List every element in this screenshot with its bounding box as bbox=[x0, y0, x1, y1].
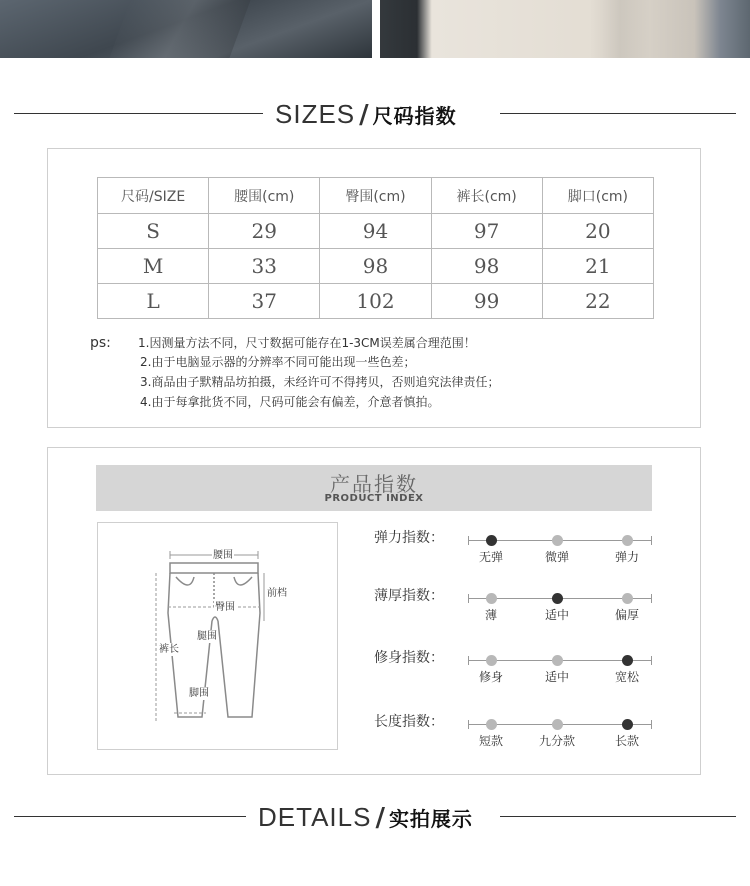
index-dot bbox=[552, 593, 563, 604]
table-row bbox=[98, 214, 654, 249]
sizes-title-cn: 尺码指数 bbox=[372, 104, 457, 128]
label-front-rise: 前档 bbox=[267, 588, 287, 599]
cell-hem: 20 bbox=[542, 214, 653, 249]
index-label: 弹力指数： bbox=[374, 530, 444, 546]
index-dot bbox=[622, 535, 633, 546]
details-title-cn: 实拍展示 bbox=[388, 807, 473, 831]
index-option: 短款 bbox=[478, 734, 503, 748]
index-dot bbox=[622, 655, 633, 666]
note-item: 3.商品由子默精品坊拍摄，未经许可不得拷贝，否则追究法律责任； bbox=[140, 375, 500, 389]
index-dot bbox=[486, 593, 497, 604]
index-dot bbox=[552, 655, 563, 666]
index-length bbox=[374, 714, 654, 760]
product-index-title-cn: 产品指数 bbox=[330, 472, 418, 496]
header-size: 尺码/SIZE bbox=[98, 178, 209, 214]
index-label: 长度指数： bbox=[374, 714, 444, 730]
cell-size: L bbox=[98, 284, 209, 319]
table-row bbox=[98, 249, 654, 284]
index-option: 微弹 bbox=[544, 550, 569, 564]
index-scale bbox=[468, 594, 652, 622]
index-option: 宽松 bbox=[614, 670, 639, 684]
index-dot bbox=[622, 719, 633, 730]
cell-size: M bbox=[98, 249, 209, 284]
index-scale bbox=[468, 656, 652, 684]
header-hip: 臀围(cm) bbox=[320, 178, 431, 214]
note-item: 4.由于每拿批货不同，尺码可能会有偏差，介意者慎拍。 bbox=[140, 395, 440, 409]
cell-hip: 94 bbox=[320, 214, 431, 249]
product-photo-dark-pants bbox=[0, 0, 372, 58]
index-label: 薄厚指数： bbox=[374, 588, 444, 604]
index-scale bbox=[468, 720, 652, 748]
cell-length: 99 bbox=[431, 284, 542, 319]
index-elasticity bbox=[374, 530, 654, 576]
header-length: 裤长(cm) bbox=[431, 178, 542, 214]
index-fit bbox=[374, 650, 654, 696]
cell-hem: 22 bbox=[542, 284, 653, 319]
table-row bbox=[98, 284, 654, 319]
index-option: 弹力 bbox=[614, 550, 639, 564]
cell-hip: 98 bbox=[320, 249, 431, 284]
cell-hip: 102 bbox=[320, 284, 431, 319]
index-dot bbox=[552, 719, 563, 730]
cell-size: S bbox=[98, 214, 209, 249]
label-hem: 脚围 bbox=[189, 688, 209, 699]
product-photo-light-pants bbox=[380, 0, 750, 58]
index-scale bbox=[468, 536, 652, 564]
index-option: 九分款 bbox=[538, 734, 575, 748]
cell-waist: 37 bbox=[209, 284, 320, 319]
index-dot bbox=[486, 719, 497, 730]
index-option: 适中 bbox=[544, 608, 569, 622]
index-dot bbox=[486, 655, 497, 666]
cell-length: 97 bbox=[431, 214, 542, 249]
cell-hem: 21 bbox=[542, 249, 653, 284]
index-option: 偏厚 bbox=[614, 608, 639, 622]
product-index-title-en: PRODUCT INDEX bbox=[324, 493, 424, 504]
index-option: 适中 bbox=[544, 670, 569, 684]
index-thickness bbox=[374, 588, 654, 634]
index-option: 长款 bbox=[614, 734, 639, 748]
details-title-en: DETAILS bbox=[258, 802, 372, 832]
label-hip: 臀围 bbox=[215, 602, 235, 613]
label-thigh: 腿围 bbox=[197, 631, 217, 642]
details-section-title: DETAILS / 实拍展示 bbox=[0, 799, 750, 835]
index-dot bbox=[486, 535, 497, 546]
index-label: 修身指数： bbox=[374, 650, 444, 666]
index-option: 修身 bbox=[478, 670, 503, 684]
sizes-title-en: SIZES bbox=[275, 99, 356, 129]
index-option: 薄 bbox=[484, 608, 497, 622]
cell-waist: 33 bbox=[209, 249, 320, 284]
header-hem: 脚口(cm) bbox=[542, 178, 653, 214]
size-table bbox=[97, 177, 654, 319]
note-item: 2.由于电脑显示器的分辨率不同可能出现一些色差； bbox=[140, 355, 416, 369]
product-photo-strip bbox=[0, 0, 750, 58]
index-dot bbox=[552, 535, 563, 546]
label-length: 裤长 bbox=[159, 644, 179, 655]
cell-waist: 29 bbox=[209, 214, 320, 249]
size-table-header bbox=[98, 178, 654, 214]
sizes-section-title: SIZES / 尺码指数 bbox=[0, 96, 750, 132]
cell-length: 98 bbox=[431, 249, 542, 284]
note-item: 1.因测量方法不同，尺寸数据可能存在1-3CM误差属合理范围！ bbox=[138, 336, 476, 350]
notes-ps-label: ps: bbox=[90, 335, 111, 351]
header-waist: 腰围(cm) bbox=[209, 178, 320, 214]
index-dot bbox=[622, 593, 633, 604]
pants-measurement-diagram bbox=[97, 522, 338, 750]
product-index-header bbox=[96, 465, 652, 511]
label-waist: 腰围 bbox=[213, 550, 233, 561]
index-option: 无弹 bbox=[478, 550, 503, 564]
